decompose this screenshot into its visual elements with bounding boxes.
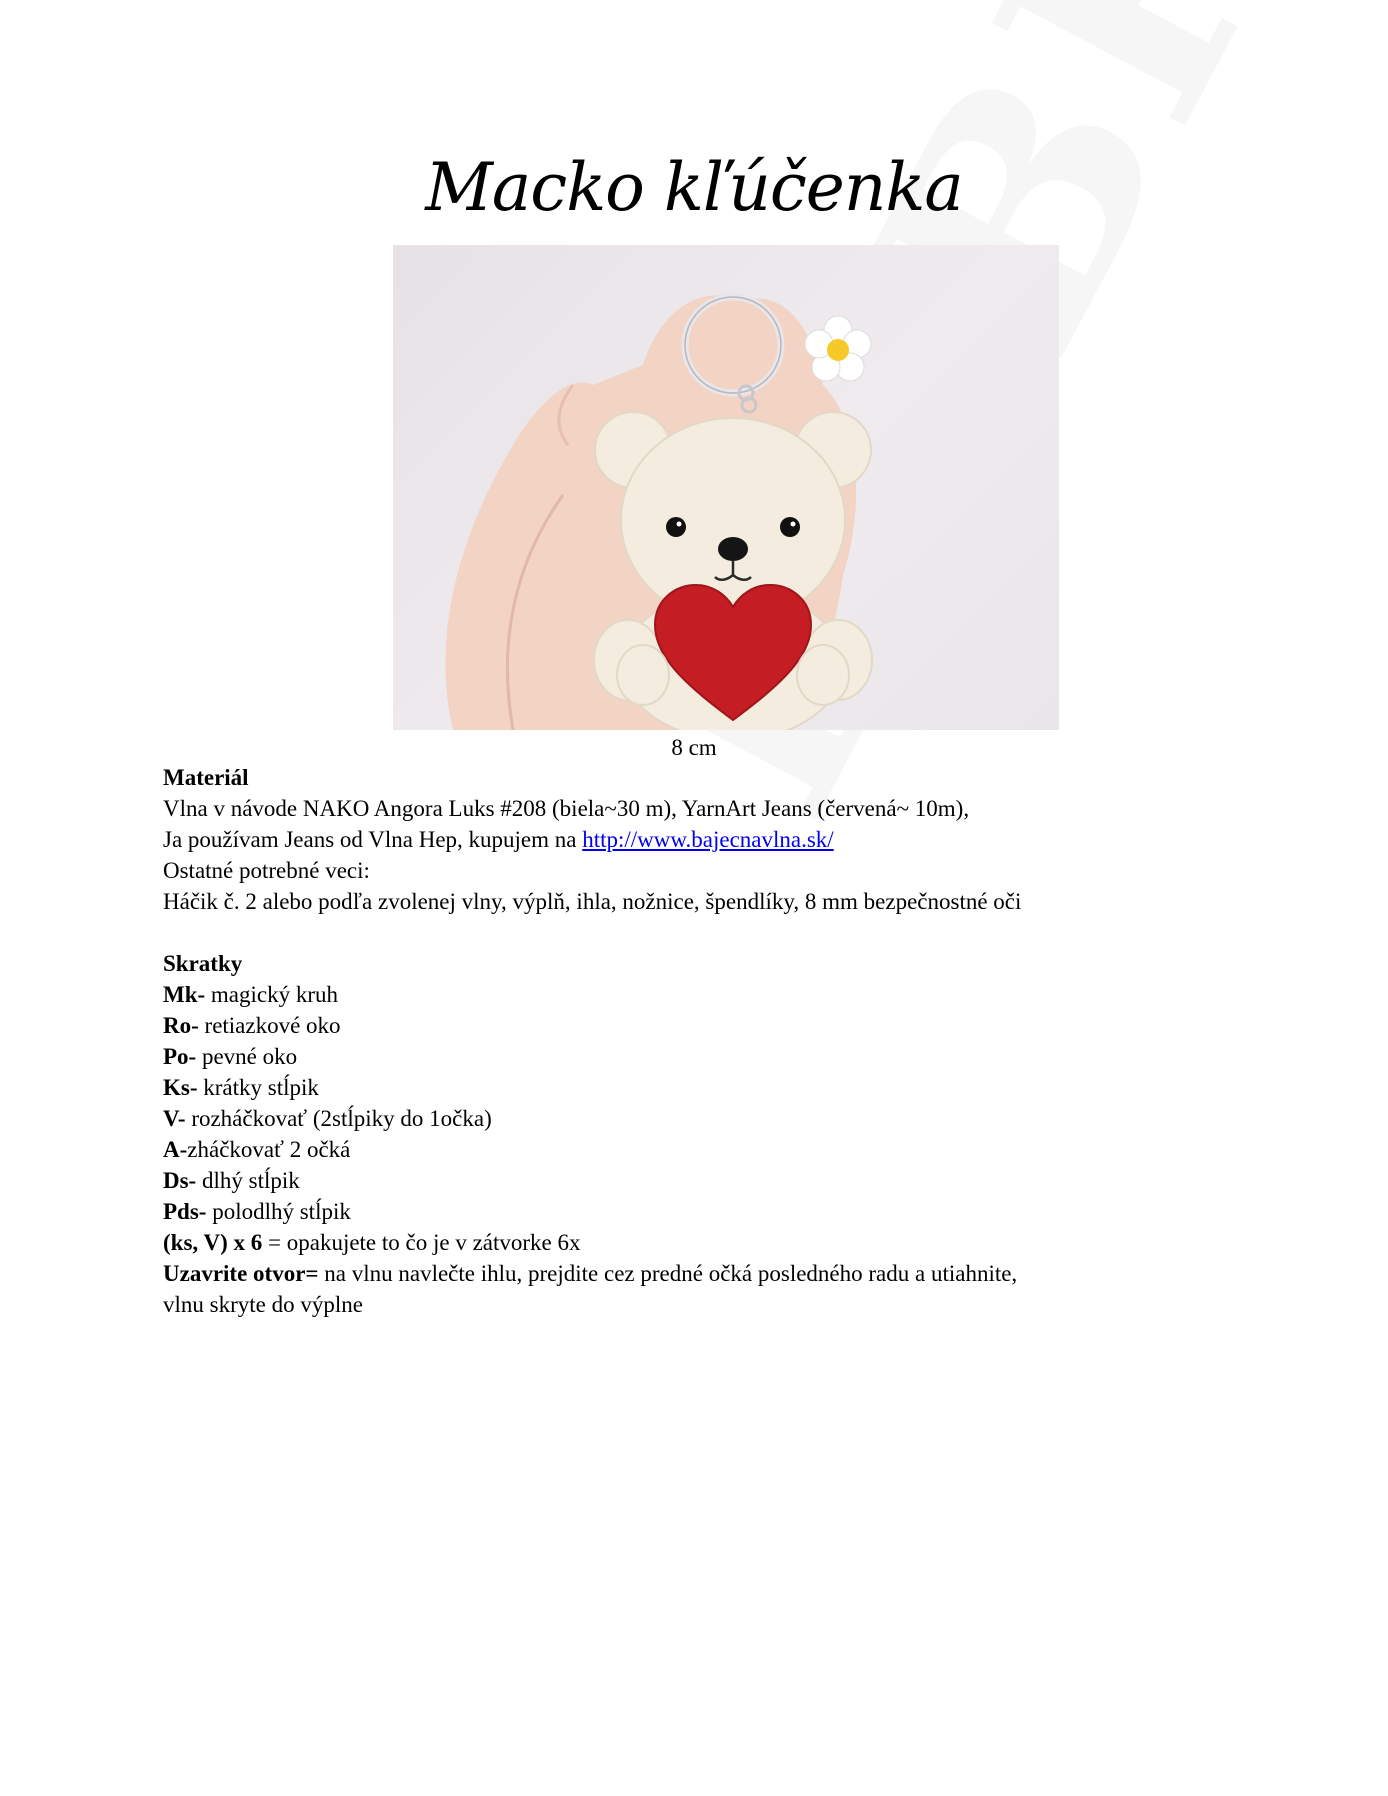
material-line-1: Vlna v návode NAKO Angora Luks #208 (biela~30 m), YarnArt Jeans (červená~ 10m), — [163, 796, 970, 821]
abbreviation-item: Ro- retiazkové oko — [163, 1013, 341, 1038]
material-line-4: Háčik č. 2 alebo podľa zvolenej vlny, výplň, ihla, nožnice, špendlíky, 8 mm bezpečnostné oči — [163, 889, 1022, 914]
abbreviation-item: A-zháčkovať 2 očká — [163, 1137, 351, 1162]
abbreviation-item: (ks, V) x 6 = opakujete to čo je v zátvorke 6x — [163, 1230, 581, 1255]
page-title: Macko kľúčenka — [425, 149, 963, 226]
pattern-text — [163, 762, 1263, 1320]
abbreviations-heading: Skratky — [163, 951, 243, 976]
abbreviation-item: Mk- magický kruh — [163, 982, 339, 1007]
abbreviation-item: Uzavrite otvor= na vlnu navlečte ihlu, prejdite cez predné očká posledného radu a utiahnite, — [163, 1261, 1018, 1286]
abbreviation-item: Po- pevné oko — [163, 1044, 298, 1069]
material-line-3: Ostatné potrebné veci: — [163, 858, 370, 883]
material-heading: Materiál — [163, 765, 249, 790]
bear-keychain-illustration — [393, 245, 1059, 730]
photo-caption: 8 cm — [671, 735, 717, 760]
abbreviation-item: V- rozháčkovať (2stĺpiky do 1očka) — [163, 1106, 492, 1131]
shop-link[interactable]: http://www.bajecnavlna.sk/ — [582, 827, 834, 852]
abbreviation-continuation: vlnu skryte do výplne — [163, 1292, 363, 1317]
abbreviation-item: Ks- krátky stĺpik — [163, 1075, 319, 1100]
product-photo — [393, 245, 1059, 730]
abbreviation-item: Pds- polodlhý stĺpik — [163, 1199, 351, 1224]
material-line-2: Ja používam Jeans od Vlna Hep, kupujem na http://www.bajecnavlna.sk/ — [163, 827, 834, 852]
abbreviation-item: Ds- dlhý stĺpik — [163, 1168, 300, 1193]
